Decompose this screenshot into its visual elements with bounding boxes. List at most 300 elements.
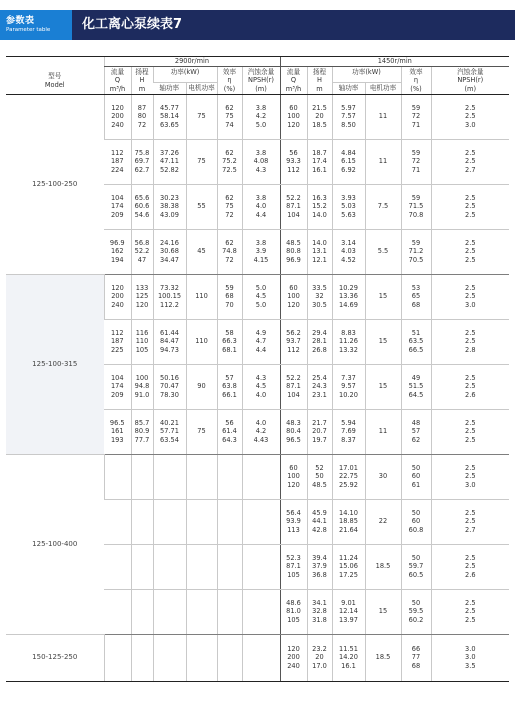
value-line: 81.0 — [286, 607, 301, 616]
value-line: 78.30 — [160, 391, 179, 400]
value-line: 2.5 — [465, 103, 476, 112]
head-cell-high — [131, 634, 153, 681]
value-line: 59 — [225, 283, 234, 292]
value-line: 72 — [411, 157, 421, 166]
motor-power-header: 电机功率 — [186, 82, 217, 94]
value-line: 3.8 — [255, 193, 267, 202]
section-tag — [0, 10, 72, 40]
head-cell-high — [131, 589, 153, 634]
npsh-cell-high — [242, 409, 280, 454]
value-line: 9.01 — [341, 598, 356, 607]
value-line: 125 — [135, 292, 149, 301]
value-line: 16.1 — [341, 662, 356, 671]
value-line: 61.4 — [222, 427, 237, 436]
head-cell-high — [131, 229, 153, 274]
value-line: 74 — [225, 121, 234, 130]
value-line: 56.4 — [286, 508, 301, 517]
value-line: 4.3 — [255, 373, 267, 382]
value-line: 104 — [110, 193, 124, 202]
value-line: 9.57 — [341, 382, 356, 391]
flow-symbol: Q — [114, 76, 121, 85]
flow-unit: m³/h — [285, 85, 302, 94]
value-line: 68 — [225, 292, 234, 301]
value-line: 66 — [411, 644, 421, 653]
motor-power-cell-high: 75 — [186, 94, 217, 139]
flow-cell-low — [280, 139, 307, 184]
npsh-cell-high — [242, 364, 280, 409]
value-line: 62 — [225, 238, 234, 247]
value-line: 96.9 — [109, 238, 125, 247]
value-line: 13.32 — [339, 346, 358, 355]
shaft-power-cell-high — [153, 94, 186, 139]
eff-cell-low — [401, 184, 431, 229]
value-line: 209 — [110, 391, 124, 400]
value-line: 21.5 — [312, 103, 327, 112]
eff-cell-high — [217, 319, 242, 364]
parameter-table — [6, 56, 509, 682]
eff-cell-high — [217, 139, 242, 184]
table-row — [6, 94, 509, 139]
flow-header-low — [280, 66, 307, 94]
value-line: 77 — [411, 653, 421, 662]
value-line: 53 — [411, 283, 421, 292]
value-line: 4.5 — [255, 382, 267, 391]
shaft-power-cell-low — [332, 454, 365, 499]
value-line: 65 — [411, 292, 421, 301]
flow-cell-high — [104, 184, 131, 229]
value-line: 2.5 — [465, 418, 476, 427]
model-cell: 125-100-250 — [6, 94, 104, 274]
value-line: 59.5 — [408, 607, 424, 616]
motor-power-cell-low: 15 — [365, 364, 401, 409]
value-line: 80.4 — [286, 427, 301, 436]
value-line: 209 — [110, 211, 124, 220]
value-line: 21.64 — [339, 526, 358, 535]
value-line: 50 — [411, 508, 421, 517]
section-tag-en: Parameter table — [6, 27, 51, 33]
npsh-label: 汽蚀余量 — [247, 67, 275, 76]
speed-high-header: 2900r/min — [104, 57, 280, 67]
value-line: 72.5 — [222, 166, 237, 175]
head-cell-high — [131, 139, 153, 184]
eff-cell-low — [401, 94, 431, 139]
value-line: 63.54 — [160, 436, 179, 445]
value-line: 45.9 — [312, 508, 327, 517]
value-line: 45.77 — [160, 103, 179, 112]
eff-cell-high — [217, 634, 242, 681]
model-label-en: Model — [44, 80, 65, 89]
model-header-cell — [6, 57, 104, 67]
flow-unit: m³/h — [109, 85, 126, 94]
value-line: 59 — [411, 238, 421, 247]
value-line: 37.26 — [160, 148, 179, 157]
value-line: 3.8 — [255, 148, 267, 157]
value-line: 50 — [411, 553, 421, 562]
value-line: 72 — [225, 256, 234, 265]
value-line: 66.1 — [222, 391, 237, 400]
value-line: 5.63 — [341, 211, 356, 220]
flow-cell-low — [280, 454, 307, 499]
value-line: 110 — [135, 337, 149, 346]
motor-power-cell-high: 75 — [186, 409, 217, 454]
value-line: 100.15 — [157, 292, 182, 301]
value-line: 42.8 — [312, 526, 327, 535]
value-line: 187 — [110, 157, 124, 166]
value-line: 30.5 — [312, 301, 327, 310]
value-line: 25.92 — [339, 481, 358, 490]
value-line: 65.6 — [134, 193, 150, 202]
value-line: 105 — [135, 346, 149, 355]
npsh-cell-high — [242, 319, 280, 364]
value-line: 14.0 — [312, 211, 327, 220]
value-line: 3.93 — [341, 193, 356, 202]
value-line: 174 — [110, 202, 124, 211]
value-line: 120 — [135, 301, 149, 310]
value-line: 5.94 — [341, 418, 356, 427]
head-label: 扬程 — [135, 67, 149, 76]
value-line: 54.6 — [134, 211, 150, 220]
value-line: 240 — [287, 662, 300, 671]
value-line: 61.44 — [160, 328, 179, 337]
npsh-symbol: NPSH(r) — [248, 76, 274, 85]
value-line: 51 — [411, 328, 421, 337]
value-line: 4.84 — [341, 148, 356, 157]
value-line: 5.0 — [255, 121, 267, 130]
power-header-high: 功率(kW) — [153, 66, 217, 82]
value-line: 17.01 — [339, 463, 358, 472]
value-line: 93.3 — [286, 157, 301, 166]
eff-cell-high — [217, 499, 242, 544]
motor-power-cell-low: 30 — [365, 454, 401, 499]
eff-symbol: η — [413, 76, 419, 85]
value-line: 5.97 — [341, 103, 356, 112]
value-line: 62 — [411, 436, 421, 445]
value-line: 16.3 — [312, 193, 327, 202]
flow-cell-high — [104, 634, 131, 681]
value-line: 20 — [315, 653, 324, 662]
eff-header-low — [401, 66, 431, 94]
table-row — [6, 634, 509, 681]
value-line: 59.7 — [408, 562, 424, 571]
value-line: 2.5 — [465, 193, 476, 202]
shaft-power-cell-high — [153, 184, 186, 229]
value-line: 66.5 — [408, 346, 424, 355]
head-cell-high — [131, 409, 153, 454]
value-line: 77.7 — [134, 436, 150, 445]
motor-power-cell-high — [186, 589, 217, 634]
value-line: 4.4 — [255, 346, 267, 355]
npsh-cell-high — [242, 589, 280, 634]
value-line: 71.5 — [408, 202, 424, 211]
eff-cell-low — [401, 499, 431, 544]
value-line: 13.36 — [339, 292, 358, 301]
value-line: 66.3 — [222, 337, 237, 346]
value-line: 2.5 — [465, 148, 476, 157]
value-line: 56 — [289, 148, 298, 157]
flow-cell-low — [280, 184, 307, 229]
flow-cell-high — [104, 409, 131, 454]
value-line: 2.6 — [465, 571, 476, 580]
value-line: 2.5 — [465, 463, 476, 472]
value-line: 120 — [287, 301, 300, 310]
value-line: 120 — [287, 121, 300, 130]
npsh-cell-low — [431, 499, 509, 544]
value-line: 3.8 — [255, 103, 267, 112]
value-line: 17.25 — [339, 571, 358, 580]
value-line: 100 — [287, 292, 300, 301]
value-line: 44.1 — [312, 517, 327, 526]
value-line: 56 — [225, 418, 234, 427]
value-line: 200 — [287, 653, 300, 662]
model-label-cn: 型号 — [48, 71, 62, 80]
head-header-high — [131, 66, 153, 94]
value-line: 112 — [110, 328, 124, 337]
value-line: 240 — [111, 301, 124, 310]
value-line: 60.5 — [408, 571, 424, 580]
value-line: 4.43 — [253, 436, 269, 445]
value-line: 80 — [137, 112, 147, 121]
value-line: 2.5 — [465, 598, 476, 607]
value-line: 96.9 — [286, 256, 301, 265]
value-line: 4.15 — [253, 256, 269, 265]
head-cell-high — [131, 184, 153, 229]
shaft-power-cell-high — [153, 364, 186, 409]
value-line: 120 — [287, 644, 300, 653]
value-line: 60.2 — [408, 616, 424, 625]
value-line: 52.2 — [286, 373, 301, 382]
value-line: 2.5 — [465, 292, 476, 301]
npsh-cell-low — [431, 94, 509, 139]
value-line: 29.4 — [312, 328, 327, 337]
eff-cell-high — [217, 274, 242, 319]
value-line: 10.20 — [339, 391, 358, 400]
value-line: 3.0 — [465, 481, 476, 490]
value-line: 71 — [411, 166, 421, 175]
value-line: 15.2 — [312, 202, 327, 211]
value-line: 14.10 — [339, 508, 358, 517]
value-line: 24.16 — [160, 238, 179, 247]
value-line: 105 — [287, 571, 300, 580]
motor-power-cell-high: 75 — [186, 139, 217, 184]
value-line: 10.29 — [339, 283, 358, 292]
value-line: 52.2 — [134, 247, 150, 256]
value-line: 50 — [411, 463, 421, 472]
value-line: 62 — [225, 193, 234, 202]
value-line: 3.0 — [465, 301, 476, 310]
value-line: 71 — [411, 121, 421, 130]
value-line: 12.14 — [339, 607, 358, 616]
head-cell-low — [307, 319, 332, 364]
flow-cell-high — [104, 499, 131, 544]
value-line: 75.2 — [222, 157, 237, 166]
value-line: 94.73 — [160, 346, 179, 355]
value-line: 2.5 — [465, 436, 476, 445]
flow-cell-low — [280, 544, 307, 589]
value-line: 69.7 — [134, 157, 150, 166]
motor-power-cell-low: 18.5 — [365, 634, 401, 681]
flow-cell-low — [280, 589, 307, 634]
motor-power-cell-high: 110 — [186, 274, 217, 319]
flow-label: 流量 — [110, 67, 125, 76]
eff-cell-high — [217, 364, 242, 409]
value-line: 48 — [411, 418, 421, 427]
shaft-power-cell-high — [153, 229, 186, 274]
shaft-power-cell-high — [153, 499, 186, 544]
flow-cell-high — [104, 274, 131, 319]
head-cell-low — [307, 139, 332, 184]
value-line: 5.03 — [341, 202, 356, 211]
value-line: 17.0 — [312, 662, 327, 671]
npsh-cell-low — [431, 544, 509, 589]
value-line: 23.2 — [312, 644, 327, 653]
value-line: 38.38 — [160, 202, 179, 211]
value-line: 23.1 — [312, 391, 327, 400]
value-line: 3.14 — [341, 238, 356, 247]
value-line: 75 — [225, 202, 234, 211]
motor-power-cell-low: 22 — [365, 499, 401, 544]
value-line: 70.8 — [408, 211, 424, 220]
eff-cell-high — [217, 589, 242, 634]
value-line: 6.92 — [341, 166, 356, 175]
value-line: 112 — [110, 148, 124, 157]
model-cell: 125-100-315 — [6, 274, 104, 454]
value-line: 18.85 — [339, 517, 358, 526]
value-line: 72 — [225, 211, 234, 220]
value-line: 2.5 — [465, 562, 476, 571]
value-line: 39.4 — [312, 553, 327, 562]
value-line: 40.21 — [160, 418, 179, 427]
value-line: 200 — [111, 292, 124, 301]
eff-symbol: η — [227, 76, 232, 85]
value-line: 3.0 — [465, 644, 476, 653]
value-line: 194 — [110, 256, 124, 265]
value-line: 4.3 — [255, 166, 267, 175]
eff-cell-low — [401, 319, 431, 364]
npsh-cell-high — [242, 634, 280, 681]
value-line: 68.1 — [222, 346, 237, 355]
value-line: 74.8 — [222, 247, 237, 256]
value-line: 32.8 — [312, 607, 327, 616]
head-cell-low — [307, 409, 332, 454]
value-line: 104 — [287, 211, 300, 220]
value-line: 116 — [135, 328, 149, 337]
head-cell-low — [307, 184, 332, 229]
value-line: 5.0 — [255, 301, 267, 310]
value-line: 2.5 — [465, 337, 476, 346]
eff-unit: (%) — [410, 85, 422, 94]
npsh-symbol: NPSH(r) — [457, 76, 484, 85]
value-line: 30.23 — [160, 193, 179, 202]
flow-cell-high — [104, 229, 131, 274]
value-line: 59 — [411, 103, 421, 112]
section-tag-cn: 参数表 — [6, 16, 35, 26]
value-line: 11.24 — [339, 553, 358, 562]
value-line: 52.3 — [286, 553, 301, 562]
value-line: 37.9 — [312, 562, 327, 571]
value-line: 133 — [135, 283, 149, 292]
head-cell-low — [307, 589, 332, 634]
value-line: 71.2 — [408, 247, 424, 256]
value-line: 112 — [287, 166, 300, 175]
value-line: 225 — [110, 346, 124, 355]
value-line: 104 — [287, 391, 300, 400]
value-line: 26.8 — [312, 346, 327, 355]
motor-power-cell-low: 18.5 — [365, 544, 401, 589]
value-line: 87.1 — [286, 382, 301, 391]
head-unit: m — [316, 85, 323, 94]
value-line: 20.7 — [312, 427, 327, 436]
flow-cell-high — [104, 364, 131, 409]
flow-cell-high — [104, 94, 131, 139]
value-line: 4.0 — [255, 391, 267, 400]
value-line: 58.14 — [160, 112, 179, 121]
value-line: 50 — [315, 472, 324, 481]
value-line: 7.69 — [341, 427, 356, 436]
value-line: 24.3 — [312, 382, 327, 391]
value-line: 2.7 — [465, 166, 476, 175]
shaft-power-cell-low — [332, 409, 365, 454]
value-line: 25.4 — [312, 373, 327, 382]
value-line: 4.5 — [255, 292, 267, 301]
value-line: 80.9 — [134, 427, 150, 436]
flow-cell-high — [104, 319, 131, 364]
head-unit: m — [138, 85, 146, 94]
eff-label: 效率 — [222, 67, 237, 76]
npsh-cell-low — [431, 139, 509, 184]
value-line: 3.0 — [465, 653, 476, 662]
power-header-low: 功率(kW) — [332, 66, 401, 82]
motor-power-cell-low: 15 — [365, 589, 401, 634]
value-line: 2.5 — [465, 472, 476, 481]
value-line: 100 — [135, 373, 149, 382]
shaft-power-header: 轴功率 — [153, 82, 186, 94]
npsh-cell-low — [431, 229, 509, 274]
value-line: 8.37 — [341, 436, 356, 445]
value-line: 56.2 — [286, 328, 301, 337]
shaft-power-cell-low — [332, 274, 365, 319]
value-line: 3.9 — [255, 247, 267, 256]
eff-cell-low — [401, 229, 431, 274]
value-line: 2.8 — [465, 346, 476, 355]
value-line: 7.37 — [341, 373, 356, 382]
value-line: 15.06 — [339, 562, 358, 571]
head-cell-high — [131, 274, 153, 319]
value-line: 161 — [110, 427, 124, 436]
value-line: 3.8 — [255, 238, 267, 247]
value-line: 59 — [411, 193, 421, 202]
flow-symbol: Q — [290, 76, 297, 85]
value-line: 2.5 — [465, 373, 476, 382]
shaft-power-cell-low — [332, 544, 365, 589]
npsh-cell-low — [431, 184, 509, 229]
value-line: 62.7 — [134, 166, 150, 175]
value-line: 59 — [411, 148, 421, 157]
eff-cell-low — [401, 544, 431, 589]
value-line: 2.5 — [465, 517, 476, 526]
shaft-power-cell-low — [332, 139, 365, 184]
value-line: 57.71 — [160, 427, 179, 436]
head-cell-high — [131, 454, 153, 499]
npsh-header-high — [242, 66, 280, 94]
npsh-unit: (m) — [255, 85, 267, 94]
head-cell-low — [307, 274, 332, 319]
value-line: 2.5 — [465, 616, 476, 625]
flow-cell-high — [104, 139, 131, 184]
value-line: 63.65 — [160, 121, 179, 130]
value-line: 60 — [289, 103, 298, 112]
flow-cell-low — [280, 94, 307, 139]
shaft-power-cell-high — [153, 544, 186, 589]
